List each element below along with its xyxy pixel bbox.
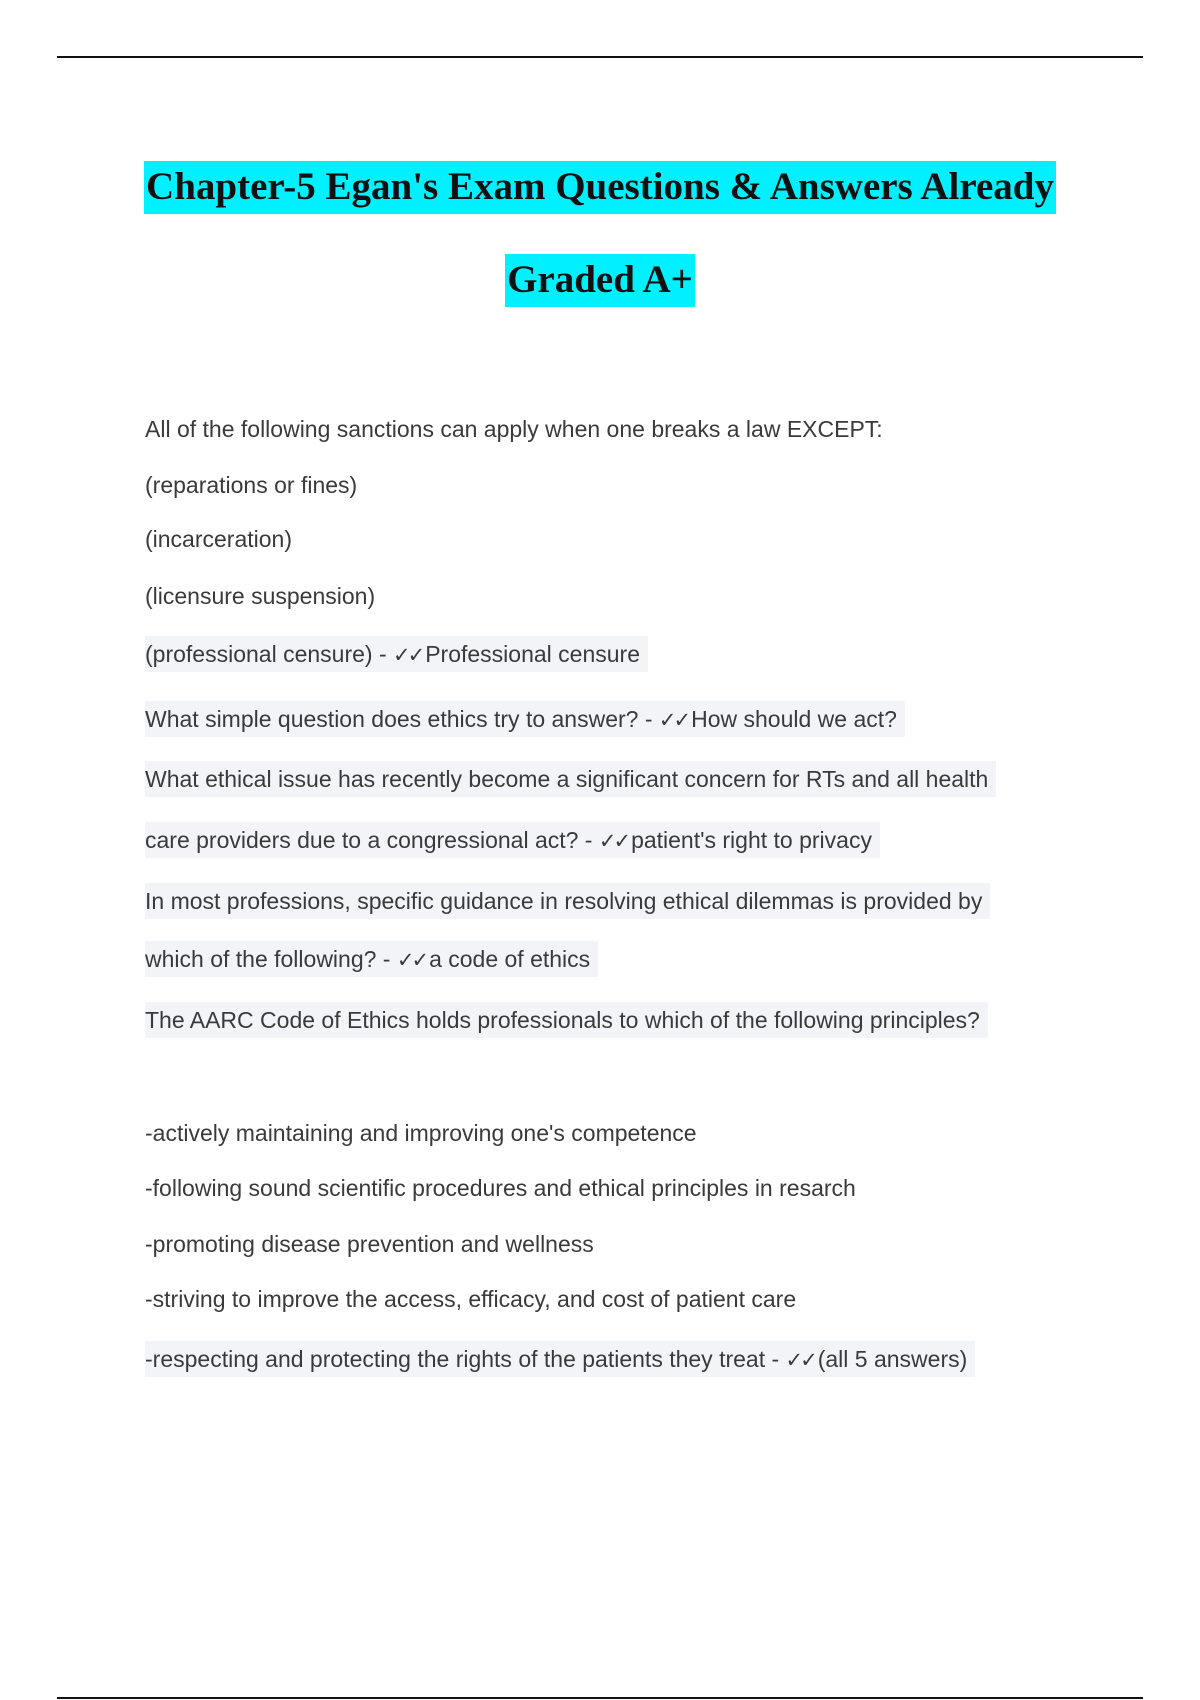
- title-text-2: Graded A+: [505, 254, 695, 307]
- q3-question-line-1: What ethical issue has recently become a significant concern for RTs and all health: [145, 761, 996, 797]
- q5-item-5: -respecting and protecting the rights of the patients they treat -: [145, 1346, 786, 1372]
- q5-item-3: -promoting disease prevention and wellness: [145, 1231, 594, 1257]
- q1-answer: Professional censure: [425, 641, 640, 667]
- q5-item-4: -striving to improve the access, efficacy, and cost of patient care: [145, 1286, 797, 1312]
- q4-answer: a code of ethics: [429, 946, 591, 972]
- q1-option-2: (incarceration): [145, 526, 292, 552]
- q5-answer: (all 5 answers): [817, 1346, 968, 1372]
- q3-question-line-2: care providers due to a congressional act? -: [145, 827, 599, 853]
- check-icon: ✓✓: [396, 948, 427, 972]
- q1-option-3: (licensure suspension): [145, 583, 376, 609]
- q5-item-2: -following sound scientific procedures and ethical principles in resarch: [145, 1175, 856, 1201]
- check-icon: ✓✓: [393, 643, 423, 667]
- title-line-1: [0, 140, 1200, 233]
- title-text-1: Chapter-5 Egan's Exam Questions & Answers Already: [144, 161, 1056, 214]
- q3-answer: patient's right to privacy: [631, 827, 872, 853]
- q4-question-line-1: In most professions, specific guidance in resolving ethical dilemmas is provided by: [145, 883, 990, 919]
- q4-line-2: [145, 941, 598, 977]
- q5-question: The AARC Code of Ethics holds professionals to which of the following principles?: [145, 1002, 988, 1038]
- q1-option-4: (professional censure) -: [145, 641, 393, 667]
- top-rule: [57, 56, 1143, 58]
- title-line-2: [0, 233, 1200, 326]
- q5-item-1: -actively maintaining and improving one's competence: [145, 1120, 697, 1146]
- q1-answer-line: [145, 636, 648, 672]
- q2-question: What simple question does ethics try to answer? -: [145, 706, 659, 732]
- bottom-rule: [57, 1697, 1143, 1699]
- q5-answer-line: [145, 1341, 975, 1377]
- q1-option-1: (reparations or fines): [145, 472, 358, 498]
- q2-line: [145, 701, 905, 737]
- document-title: [0, 140, 1200, 326]
- q2-answer: How should we act?: [691, 706, 897, 732]
- check-icon: ✓✓: [658, 708, 689, 732]
- check-icon: ✓✓: [598, 829, 629, 853]
- q4-question-line-2: which of the following? -: [145, 946, 397, 972]
- q1-question: All of the following sanctions can apply when one breaks a law EXCEPT:: [145, 416, 883, 442]
- q3-line-2: [145, 822, 880, 858]
- check-icon: ✓✓: [785, 1348, 815, 1372]
